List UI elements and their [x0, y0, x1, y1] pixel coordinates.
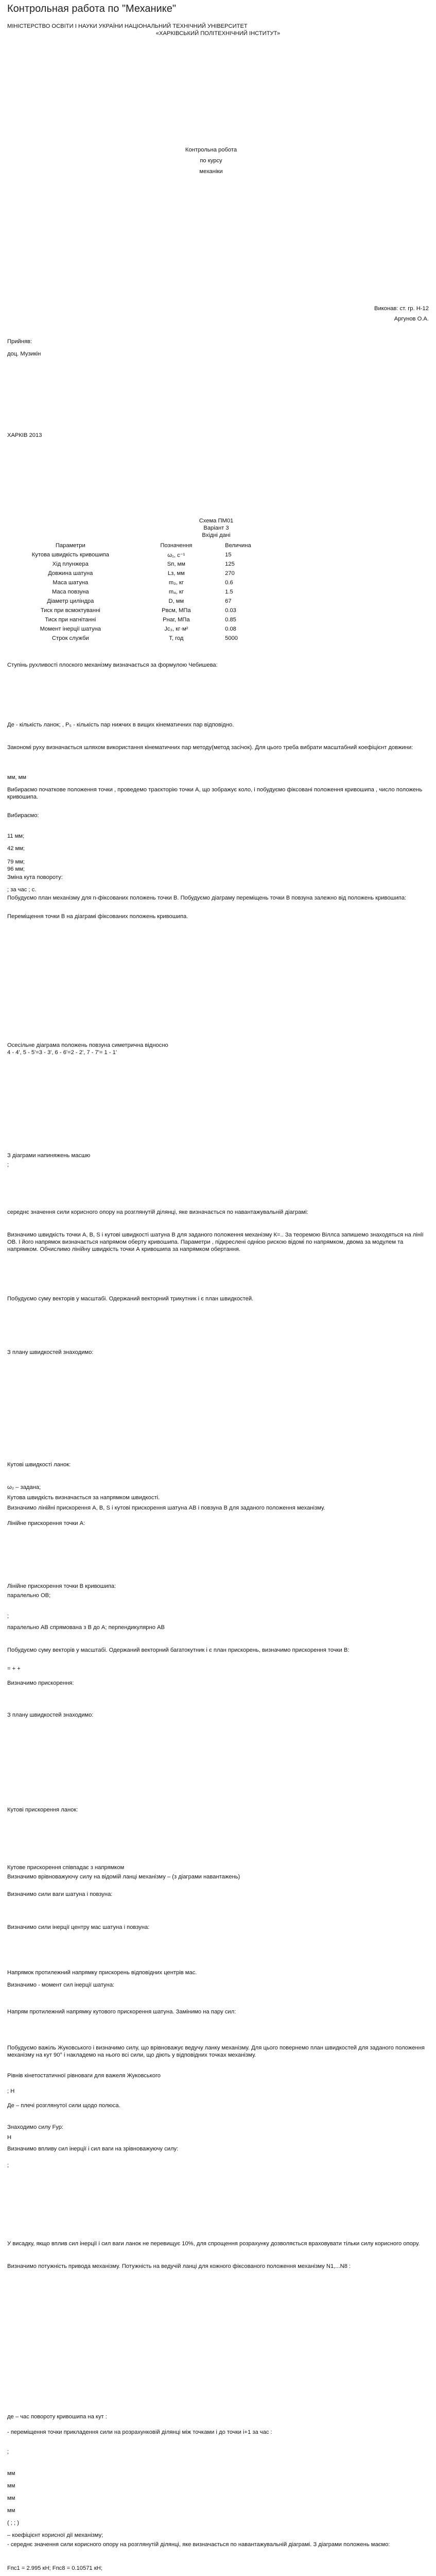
- text-mobility: [7, 721, 428, 728]
- text-rotation-time: [7, 2413, 428, 2420]
- paragraph: Кутові прискорення ланок:: [7, 1807, 78, 1813]
- text-from-velocity-plan: [7, 1349, 428, 1356]
- paragraph: паралельно АВ спрямована з В до А; перпендикулярно АВ: [7, 1624, 165, 1631]
- table-header-cell: Параметри: [55, 543, 85, 549]
- text-efficiency: [7, 2532, 428, 2539]
- text-inertia: [7, 1924, 428, 1931]
- text-vector-sum: [7, 1665, 428, 1672]
- table-cell: Pвсм, МПа: [162, 607, 191, 614]
- text-angular-accelerations: [7, 1806, 428, 1814]
- paragraph: Де – плечі розглянутої сили щодо полюса.: [7, 2103, 120, 2109]
- table-row: [7, 624, 311, 634]
- text-parallel-ab: [7, 1624, 428, 1631]
- paragraph: Вибираємо початкове положення точки , проведемо траєкторію точки А, що зображує коло, і побудуємо фіксовані положення кривошипа , число положень кривошипа.: [7, 787, 423, 800]
- text-simplification: [7, 2240, 428, 2247]
- text-angle-change: [7, 874, 428, 881]
- text-angular-direction: [7, 1494, 428, 1501]
- university-line: «ХАРКІВСЬКИЙ ПОЛІТЕХНІЧНИЙ ІНСТИТУТ»: [155, 30, 281, 37]
- paragraph: Напрямок протилежний напрямку прискорень відповідних центрів мас.: [7, 1970, 197, 1976]
- work-type: Контрольна робота: [185, 147, 237, 153]
- text-displacement-point: [7, 2429, 428, 2436]
- table-row: [7, 550, 311, 560]
- table-row: [7, 569, 311, 578]
- paragraph: ω₂ – задана;: [7, 1484, 41, 1490]
- table-cell: 125: [225, 561, 235, 567]
- paragraph: У висадку, якщо вплив сил інерції і сил ваги ланок не перевищує 10%, для спрощення розрахунку дозволяється враховувати тільки силу корисного опору.: [7, 2241, 420, 2247]
- paragraph: паралельно ОВ;: [7, 1592, 51, 1599]
- teacher-name: доц. Музикін: [7, 351, 41, 357]
- text-accelerations: [7, 1504, 428, 1512]
- table-cell: Lз, мм: [167, 570, 185, 577]
- paragraph: Побудуємо важіль Жуковського і визначимо силу, що врівноважує ведучу ланку механізму. Для цього повернемо план швидкостей для заданого положення механізму на кут 90° і накладемо на нього всі сили, що діють у відповідних точках механізму.: [7, 2045, 425, 2058]
- text-inertia-direction: [7, 1969, 428, 1976]
- paragraph: Кутове прискорення співпадає з напрямком: [7, 1865, 125, 1871]
- variant-label: Варіант 3: [203, 525, 229, 531]
- paragraph: Переміщення точки В на діаграмі фіксованих положень кривошипа.: [7, 913, 188, 920]
- table-header-cell: Позначення: [160, 543, 193, 549]
- paragraph: Лінійне прискорення точки А:: [7, 1520, 85, 1527]
- paragraph: ( ; ; ): [7, 2520, 19, 2526]
- text-n-unit: [7, 2088, 428, 2095]
- text-scale: [7, 744, 428, 751]
- table-cell: Маса повзуна: [51, 589, 89, 595]
- table-cell: D, мм: [168, 598, 184, 604]
- force-values-1: [7, 2565, 428, 2572]
- text-semicolon: [7, 1161, 428, 1168]
- paragraph: Напрям протилежний напрямку кутового прискорення шатуна. Замінимо на пару сил:: [7, 2009, 236, 2015]
- table-cell: Довжина шатуна: [48, 570, 93, 577]
- text-parallel-ob: [7, 1592, 428, 1599]
- table-row: [7, 597, 311, 606]
- table-cell: Хід плунжера: [52, 561, 89, 567]
- paragraph: Визначимо прискорення:: [7, 1680, 74, 1686]
- paragraph: ;: [7, 1162, 9, 1168]
- table-cell: Маса шатуна: [53, 580, 89, 586]
- table-cell: 5000: [225, 635, 238, 641]
- text-mm: [7, 774, 428, 781]
- paragraph: де – час повороту кривошипа на кут :: [7, 2414, 107, 2420]
- accepted-by: Прийняв:: [7, 338, 32, 345]
- text-semicolon-2: [7, 1613, 428, 1620]
- paragraph: Закономі руху визначається шляхом використання кінематичних пар методу(метод засічок). Для цього треба вибрати масштабний коефіцієнт довжини:: [7, 744, 413, 751]
- scheme-label: Схема ПМ01: [199, 518, 234, 524]
- value-line: [7, 833, 428, 840]
- paragraph: мм: [7, 2507, 15, 2514]
- text-accel-b: [7, 1583, 428, 1590]
- paragraph: Зміна кута повороту:: [7, 874, 63, 880]
- paragraph: Побудуємо суму векторів у масштабі. Одержаний векторний багатокутник і є план прискорень, визначимо прискорення точки В:: [7, 1647, 350, 1653]
- table-row: [7, 578, 311, 587]
- table-cell: 270: [225, 570, 235, 577]
- paragraph: мм: [7, 2470, 15, 2477]
- paragraph: Кутова швидкість визначається за напрямком швидкості.: [7, 1495, 160, 1501]
- paragraph: З діаграми напиняжень масшю: [7, 1153, 91, 1159]
- table-header-row: [7, 541, 311, 550]
- paragraph: Визначимо - момент сил інерції шатуна:: [7, 1982, 115, 1988]
- paragraph: середнє значення сили корисного опору на розглянутій ділянці, яке визначається по навантажувальній діаграмі:: [7, 1209, 308, 1215]
- paragraph: Рівнів кінетостатичної рівноваги для важеля Жуковського: [7, 2073, 161, 2079]
- text-displacement: [7, 913, 428, 920]
- value-line: [7, 866, 428, 873]
- paragraph: Fпс1 = 2.995 кН; Fпс8 = 0.10571 кН;: [7, 2565, 102, 2571]
- text-velocities: [7, 1231, 428, 1253]
- student-name: Аргунов О.А.: [394, 316, 429, 322]
- text-balancing-force: [7, 1873, 428, 1880]
- table-cell: m₄, кг: [168, 589, 184, 595]
- text-from-plan: [7, 1711, 428, 1719]
- paragraph: Визначимо впливу сил інерції і сил ваги на зрівноважуючу силу:: [7, 2146, 179, 2152]
- text-chebyshev: [7, 662, 428, 669]
- document-title: Контрольная работа по "Механике": [7, 3, 176, 14]
- text-accel-a: [7, 1520, 428, 1527]
- table-header-cell: Величина: [225, 543, 251, 549]
- table-row: [7, 606, 311, 615]
- paragraph: Де - кількість ланок; , Р₅ - кількість пар нижчих в вищих кінематичних пар відповідно.: [7, 722, 234, 728]
- text-mean-resistance: [7, 2541, 428, 2548]
- value-line: [7, 2470, 428, 2477]
- text-angular-velocities: [7, 1461, 428, 1468]
- paragraph: мм, мм: [7, 774, 26, 781]
- table-cell: 0.85: [225, 617, 236, 623]
- text-semicolon-3: [7, 2162, 428, 2169]
- text-accel-polygon: [7, 1647, 428, 1654]
- paragraph: 96 мм;: [7, 866, 25, 872]
- paragraph: - переміщення точки прикладення сили на розрахунковій ділянці між точками і до точки і+1 за час :: [7, 2429, 272, 2435]
- paragraph: Кутові швидкості ланок:: [7, 1462, 71, 1468]
- paragraph: ;: [7, 2449, 9, 2455]
- paragraph: З плану швидкостей знаходимо:: [7, 1712, 94, 1718]
- table-row: [7, 634, 311, 643]
- text-choose: [7, 812, 428, 819]
- paragraph: Побудуємо план механізму для n-фіксованих положень точки В. Побудуємо діаграму переміщень точки В повзуна залежно від положень кривошипа:: [7, 895, 407, 901]
- text-gravity: [7, 1891, 428, 1898]
- paragraph: 11 мм;: [7, 833, 25, 839]
- table-cell: 0.08: [225, 626, 236, 632]
- text-couple: [7, 2008, 428, 2015]
- table-row: [7, 615, 311, 624]
- paragraph: Лінійне прискорення точки В кривошипа:: [7, 1583, 116, 1589]
- paragraph: Визначимо врівноважуючу силу на відомій ланці механізму – (з діаграми навантажень): [7, 1874, 240, 1880]
- table-cell: m₃, кг: [168, 580, 184, 586]
- text-power: [7, 2263, 428, 2270]
- table-cell: 67: [225, 598, 232, 604]
- city-year: ХАРКІВ 2013: [7, 432, 42, 438]
- paragraph: Визначимо сили ваги шатуна і повзуна:: [7, 1891, 113, 1897]
- value-line: [7, 845, 428, 852]
- text-equilibrium: [7, 2072, 428, 2079]
- paragraph: Н: [7, 2134, 12, 2141]
- ministry-line: МІНІСТЕРСТВО ОСВІТИ І НАУКИ УКРАЇНИ НАЦІОНАЛЬНИЙ ТЕХНІЧНИЙ УНІВЕРСИТЕТ: [7, 23, 248, 29]
- text-zhukovsky-lever: [7, 2044, 428, 2059]
- table-cell: 0.6: [225, 580, 233, 586]
- table-cell: Кутова швидкість кривошипа: [31, 552, 109, 558]
- paragraph: ; Н: [7, 2088, 15, 2094]
- paragraph: 4 - 4', 5 - 5'=3 - 3', 6 - 6'=2 - 2', 7 - 7'= 1 - 1': [7, 1049, 117, 1056]
- text-brackets: [7, 2519, 428, 2527]
- input-data-table: [7, 541, 311, 643]
- paragraph: Знаходимо силу Fур:: [7, 2124, 64, 2130]
- text-find-force: [7, 2124, 428, 2131]
- paragraph: 79 мм;: [7, 859, 25, 865]
- paragraph: 42 мм;: [7, 845, 25, 852]
- value-line: [7, 858, 428, 866]
- text-build-plan: [7, 894, 428, 902]
- table-row: [7, 587, 311, 597]
- paragraph: мм: [7, 2495, 15, 2501]
- table-cell: Sп, мм: [167, 561, 185, 567]
- table-cell: ω₁, с⁻¹: [167, 552, 185, 558]
- text-symmetry-pairs: [7, 1049, 428, 1056]
- value-line: [7, 2482, 428, 2489]
- paragraph: Вибираємо:: [7, 812, 39, 819]
- subject-label: механіки: [199, 168, 223, 175]
- paragraph: – коефіцієнт корисної дії механізму;: [7, 2532, 103, 2538]
- table-cell: 0.03: [225, 607, 236, 614]
- text-arms: [7, 2102, 428, 2109]
- table-cell: Jc₃, кг·м²: [164, 626, 188, 632]
- paragraph: - середнє значення сили корисного опору на розглянутій ділянці, яке визначається по навантажувальній діаграмі. З діаграми положень маємо:: [7, 2541, 390, 2548]
- value-line: [7, 2507, 428, 2514]
- paragraph: З плану швидкостей знаходимо:: [7, 1349, 94, 1355]
- text-load-diagram: [7, 1152, 428, 1159]
- text-semicolon-4: [7, 2448, 428, 2455]
- paragraph: ;: [7, 1613, 9, 1619]
- paragraph: Ступінь рухливості плоского механізму визначається за формулою Чебишева:: [7, 662, 218, 668]
- paragraph: Побудуємо суму векторів у масштабі. Одержаний векторний трикутник і є план швидкостей.: [7, 1296, 254, 1302]
- table-cell: Момент інерції шатуна: [40, 626, 101, 632]
- table-cell: Pнаг, МПа: [163, 617, 190, 623]
- paragraph: Визначимо лінійні прискорення А, В, S і кутові прискорення шатуна АВ і повзуна В для заданого положення механізму.: [7, 1505, 325, 1511]
- paragraph: Визначимо швидкість точки А, В, S і кутові швидкості шатуна В для заданого положення механізму К=.. За теоремою Віллса запишемо знаходяться на лінії ОВ. І його напрямок визначається напрямом оберту кривошипа. Параметри , підкреслені однією рискою відомі по напрямком, двома за модулем та напрямком. Обчислимо лінійну швидкість точки А кривошипа за напрямком обертання.: [7, 1232, 424, 1252]
- paragraph: мм: [7, 2483, 15, 2489]
- paragraph: ; за час ; с.: [7, 887, 37, 893]
- paragraph: = + +: [7, 1666, 21, 1672]
- course-label: по курсу: [200, 158, 222, 164]
- paragraph: Визначимо потужність привода механізму. Потужність на ведучій ланці для кожного фіксованого положення механізму N1,...N8 :: [7, 2263, 351, 2269]
- text-time: [7, 886, 428, 893]
- text-determine-accel: [7, 1680, 428, 1687]
- text-velocity-plan: [7, 1295, 428, 1302]
- text-mean-force: [7, 1209, 428, 1216]
- table-cell: Тиск при нагнітанні: [45, 617, 96, 623]
- table-cell: Тиск при всмоктуванні: [40, 607, 100, 614]
- text-inertia-influence: [7, 2145, 428, 2153]
- text-omega-given: [7, 1484, 428, 1491]
- text-n: [7, 2134, 428, 2141]
- paragraph: Осесільне діаграма положень повзуна симетрична відносно: [7, 1042, 168, 1048]
- text-angular-accel-direction: [7, 1864, 428, 1871]
- text-initial-position: [7, 786, 428, 801]
- table-cell: 15: [225, 552, 232, 558]
- text-symmetry: [7, 1042, 428, 1049]
- table-row: [7, 560, 311, 569]
- paragraph: ;: [7, 2162, 9, 2168]
- table-cell: T, год: [169, 635, 184, 641]
- given-data-label: Вхідні дані: [202, 532, 231, 538]
- paragraph: Визначимо сили інерції центру мас шатуна і повзуна:: [7, 1924, 150, 1930]
- table-cell: 1.5: [225, 589, 233, 595]
- table-cell: Строк служби: [51, 635, 89, 641]
- text-inertia-moment: [7, 1981, 428, 1989]
- performed-by: Виконав: ст. гр. Н-12: [374, 306, 429, 312]
- value-line: [7, 2495, 428, 2502]
- table-cell: Діаметр циліндра: [47, 598, 94, 604]
